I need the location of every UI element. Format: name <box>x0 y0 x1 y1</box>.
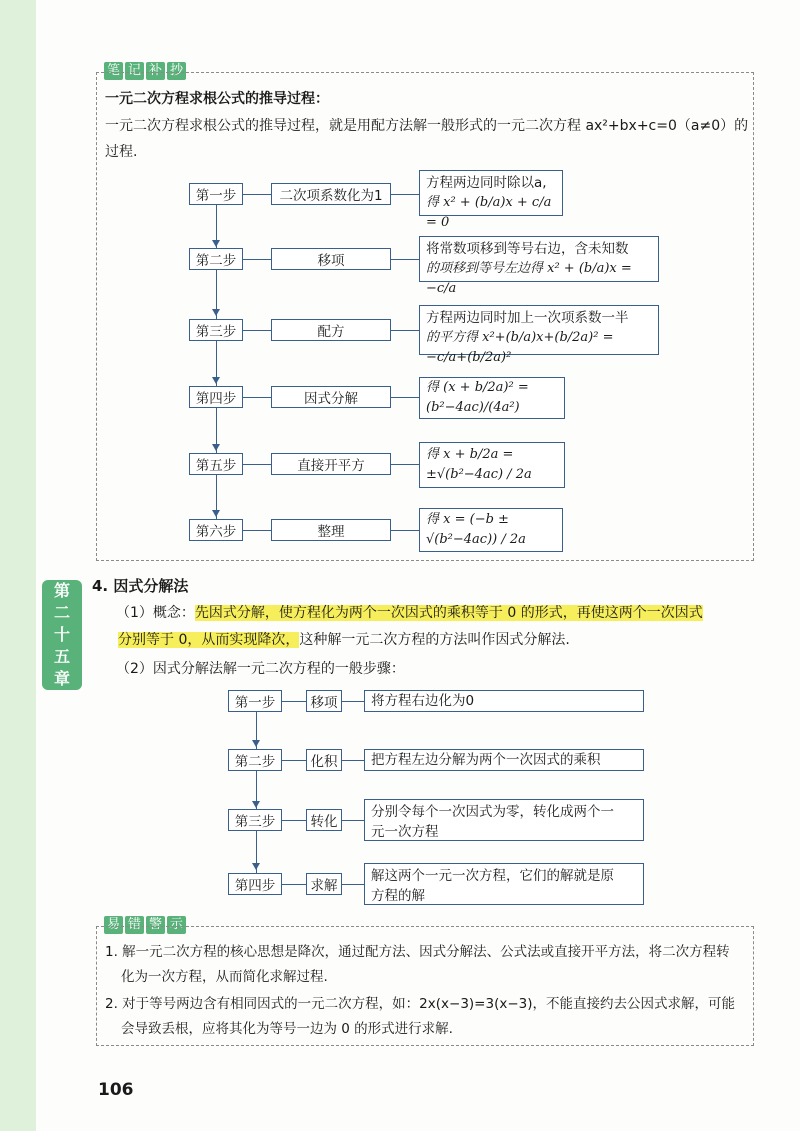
flow1-detail-formula: 的项移到等号左边得 x² + (b/a)x = −c/a <box>426 261 632 296</box>
flow2-detail-text: 分别令每个一次因式为零，转化成两个一 <box>371 804 614 820</box>
section4-concept-line1 <box>116 600 703 627</box>
chapter-tab-char: 第 <box>53 581 70 600</box>
flow2-detail-box: 把方程左边分解为两个一次因式的乘积 <box>364 749 644 771</box>
flow1-detail-text: 将常数项移到等号右边，含未知数 <box>426 241 629 257</box>
flow1-action-box: 整理 <box>271 519 391 541</box>
warn-tag-char: 错 <box>125 916 144 934</box>
flow2-step-box: 第四步 <box>228 873 282 895</box>
warning-item-1-line2: 化为一次方程，从而简化求解过程. <box>121 969 328 985</box>
flow1-connector <box>243 530 271 531</box>
section1-intro-line1: 一元二次方程求根公式的推导过程，就是用配方法解一般形式的一元二次方程 ax²+bx+c=0（a≠0）的 <box>105 118 749 134</box>
flow2-detail-text: 解这两个一元一次方程，它们的解就是原 <box>371 868 614 884</box>
warning-item-2-line1: 2. 对于等号两边含有相同因式的一元二次方程，如：2x(x−3)=3(x−3)，不能直接约去公因式求解，可能 <box>105 996 735 1012</box>
flow2-step-box: 第三步 <box>228 809 282 831</box>
flow1-connector <box>391 464 419 465</box>
flow1-detail-text: 方程两边同时除以a, <box>426 175 547 191</box>
notes-tag-char: 补 <box>146 62 165 80</box>
flow2-arrow-icon <box>252 863 260 870</box>
flow1-step-box: 第三步 <box>189 319 243 341</box>
flow1-connector <box>391 397 419 398</box>
section4-steps-title: （2）因式分解法解一元二次方程的一般步骤： <box>116 661 405 677</box>
flow1-detail-formula: 的平方得 x²+(b/a)x+(b/2a)² = −c/a+(b/2a)² <box>426 330 614 365</box>
flow1-arrow-icon <box>212 240 220 247</box>
flow1-connector <box>243 330 271 331</box>
flow2-action-box: 转化 <box>306 809 342 831</box>
flow2-connector <box>282 760 306 761</box>
chapter-tab <box>42 580 82 690</box>
flow1-connector <box>391 530 419 531</box>
flow1-connector <box>391 194 419 195</box>
flow2-action-box: 求解 <box>306 873 342 895</box>
flow2-detail-text: 方程的解 <box>371 888 425 904</box>
flow1-detail-box <box>419 236 659 296</box>
flow2-detail-box <box>364 799 644 841</box>
flow1-detail-box: 得 x + b/2a = ±√(b²−4ac) / 2a <box>419 442 565 488</box>
flow2-arrow-icon <box>252 801 260 808</box>
flow1-detail-text: 方程两边同时加上一次项系数一半 <box>426 310 629 326</box>
section4-concept-line2 <box>118 627 570 654</box>
chapter-tab-char: 十 <box>53 625 70 644</box>
notes-tag-char: 笔 <box>104 62 123 80</box>
flow2-arrow-icon <box>252 740 260 747</box>
flow2-step-box: 第二步 <box>228 749 282 771</box>
flow1-arrow-icon <box>212 510 220 517</box>
flow1-action-box: 因式分解 <box>271 386 391 408</box>
flow1-detail-box: 得 (x + b/2a)² = (b²−4ac)/(4a²) <box>419 377 565 419</box>
flow1-action-box: 二次项系数化为1 <box>271 183 391 205</box>
flow1-arrow-icon <box>212 444 220 451</box>
flow2-connector <box>342 820 364 821</box>
section1-intro-line2: 过程. <box>105 144 138 160</box>
chapter-tab-char: 二 <box>53 603 70 622</box>
flow1-arrow-icon <box>212 377 220 384</box>
flow2-connector <box>282 701 306 702</box>
flow2-detail-text: 元一次方程 <box>371 824 439 840</box>
page-number: 106 <box>98 1080 134 1100</box>
flow1-step-box: 第五步 <box>189 453 243 475</box>
flow1-connector <box>391 259 419 260</box>
flow1-step-box: 第四步 <box>189 386 243 408</box>
flow1-action-box: 配方 <box>271 319 391 341</box>
flow2-connector <box>342 884 364 885</box>
flow2-connector <box>282 820 306 821</box>
flow2-detail-box: 将方程右边化为0 <box>364 690 644 712</box>
flow1-detail-box: 得 x = (−b ± √(b²−4ac)) / 2a <box>419 508 563 552</box>
flow2-action-box: 化积 <box>306 749 342 771</box>
flow1-connector <box>243 397 271 398</box>
flow2-connector <box>282 884 306 885</box>
notes-tag-char: 记 <box>125 62 144 80</box>
flow1-connector <box>391 330 419 331</box>
concept-highlight-1: 先因式分解，使方程化为两个一次因式的乘积等于 0 的形式，再使这两个一次因式 <box>194 605 703 621</box>
concept-highlight-2: 分别等于 0，从而实现降次， <box>118 632 300 648</box>
section4-heading: 4. 因式分解法 <box>92 577 189 595</box>
flow2-vertical-line <box>256 712 257 882</box>
concept-rest: 这种解一元二次方程的方法叫作因式分解法. <box>299 632 570 648</box>
flow1-arrow-icon <box>212 309 220 316</box>
flow1-detail-formula: 得 x² + (b/a)x + c/a = 0 <box>426 195 552 230</box>
flow2-action-box: 移项 <box>306 690 342 712</box>
concept-prefix: （1）概念： <box>116 605 195 621</box>
warn-tag-char: 示 <box>167 916 186 934</box>
chapter-tab-char: 章 <box>53 669 70 688</box>
flow1-action-box: 直接开平方 <box>271 453 391 475</box>
warning-item-1-line1: 1. 解一元二次方程的核心思想是降次，通过配方法、因式分解法、公式法或直接开平方法，将二次方程转 <box>105 944 730 960</box>
warning-item-2-line2: 会导致丢根，应将其化为等号一边为 0 的形式进行求解. <box>121 1021 453 1037</box>
flow2-step-box: 第一步 <box>228 690 282 712</box>
warn-tag-char: 易 <box>104 916 123 934</box>
flow1-step-box: 第六步 <box>189 519 243 541</box>
flow1-step-box: 第一步 <box>189 183 243 205</box>
warn-tag-char: 警 <box>146 916 165 934</box>
flow1-connector <box>243 259 271 260</box>
flow1-connector <box>243 194 271 195</box>
flow1-detail-box <box>419 170 563 230</box>
section1-title: 一元二次方程求根公式的推导过程： <box>105 91 329 107</box>
flow2-connector <box>342 701 364 702</box>
flow1-step-box: 第二步 <box>189 248 243 270</box>
flow1-connector <box>243 464 271 465</box>
chapter-tab-char: 五 <box>53 647 70 666</box>
flow2-detail-box <box>364 863 644 905</box>
notes-tag-char: 抄 <box>167 62 186 80</box>
flow2-connector <box>342 760 364 761</box>
flow1-action-box: 移项 <box>271 248 391 270</box>
flow1-detail-box <box>419 305 659 365</box>
